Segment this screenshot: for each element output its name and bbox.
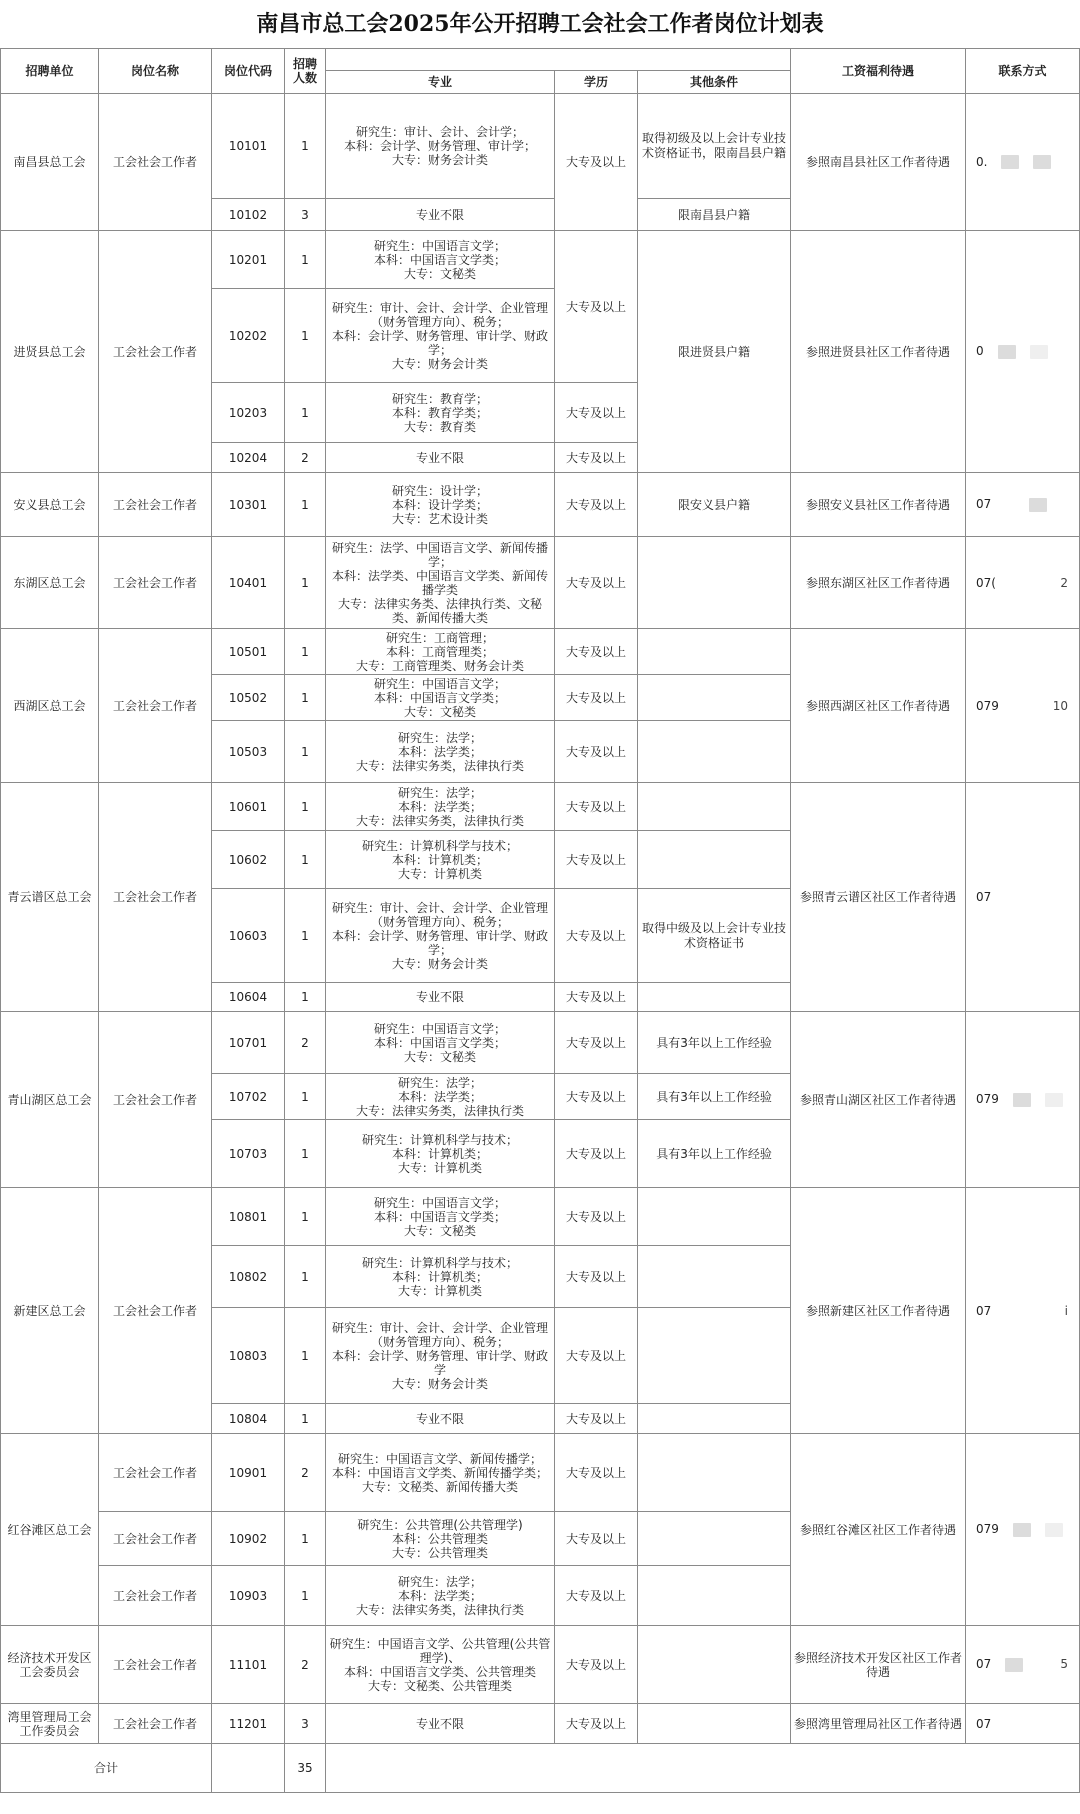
redacted-mark bbox=[1033, 155, 1051, 169]
major-cell: 研究生：公共管理(公共管理学) 本科：公共管理类 大专：公共管理类 bbox=[326, 1512, 555, 1566]
major-cell: 研究生：审计、会计、会计学、企业管理（财务管理方向）、税务； 本科：会计学、财务管理、审计学、财政学； 大专：财务会计类 bbox=[326, 889, 555, 983]
major-cell: 研究生：中国语言文学； 本科：中国语言文学类； 大专：文秘类 bbox=[326, 675, 555, 721]
edu-cell: 大专及以上 bbox=[555, 721, 638, 783]
other-cell: 具有3年以上工作经验 bbox=[638, 1120, 791, 1188]
edu-cell: 大专及以上 bbox=[555, 831, 638, 889]
redacted-mark bbox=[998, 345, 1016, 359]
contact-text: 079 bbox=[976, 1522, 999, 1537]
edu-cell: 大专及以上 bbox=[555, 629, 638, 675]
contact-text: 07 bbox=[976, 890, 992, 904]
count-cell: 1 bbox=[285, 983, 326, 1012]
total-empty bbox=[212, 1744, 285, 1793]
contact-cell bbox=[966, 537, 1080, 629]
redacted-mark bbox=[1045, 1093, 1063, 1107]
edu-cell: 大专及以上 bbox=[555, 983, 638, 1012]
unit-cell: 西湖区总工会 bbox=[1, 629, 99, 783]
post-code-cell: 10702 bbox=[212, 1074, 285, 1120]
other-cell: 取得中级及以上会计专业技术资格证书 bbox=[638, 889, 791, 983]
post-code-cell: 10501 bbox=[212, 629, 285, 675]
other-cell bbox=[638, 1626, 791, 1704]
count-cell: 3 bbox=[285, 1704, 326, 1744]
edu-cell: 大专及以上 bbox=[555, 1704, 638, 1744]
major-cell: 专业不限 bbox=[326, 443, 555, 473]
header-post-name: 岗位名称 bbox=[99, 49, 212, 94]
post-name-cell: 工会社会工作者 bbox=[99, 94, 212, 231]
contact-text: 07 bbox=[976, 1716, 992, 1731]
count-cell: 1 bbox=[285, 889, 326, 983]
redacted-mark bbox=[1013, 1523, 1031, 1537]
contact-text: 07( bbox=[976, 575, 996, 590]
unit-cell: 新建区总工会 bbox=[1, 1188, 99, 1434]
contact-text-tail: 2 bbox=[1060, 575, 1069, 590]
contact-text-tail: i bbox=[1064, 1303, 1069, 1318]
post-code-cell: 11101 bbox=[212, 1626, 285, 1704]
header-row bbox=[1, 49, 1080, 71]
redacted-mark bbox=[1045, 1523, 1063, 1537]
salary-cell: 参照经济技术开发区社区工作者待遇 bbox=[791, 1626, 966, 1704]
edu-cell: 大专及以上 bbox=[555, 889, 638, 983]
count-cell: 1 bbox=[285, 94, 326, 199]
major-cell: 研究生：中国语言文学、公共管理(公共管理学)、 本科：中国语言文学类、公共管理类 大专：文秘类、公共管理类 bbox=[326, 1626, 555, 1704]
count-cell: 1 bbox=[285, 1120, 326, 1188]
post-name-cell: 工会社会工作者 bbox=[99, 473, 212, 537]
unit-cell: 安义县总工会 bbox=[1, 473, 99, 537]
edu-cell: 大专及以上 bbox=[555, 537, 638, 629]
table-row bbox=[1, 231, 1080, 289]
post-name-cell: 工会社会工作者 bbox=[99, 1188, 212, 1434]
major-cell: 研究生：教育学； 本科：教育学类； 大专：教育类 bbox=[326, 383, 555, 443]
unit-cell: 青云谱区总工会 bbox=[1, 783, 99, 1012]
unit-cell: 东湖区总工会 bbox=[1, 537, 99, 629]
salary-cell: 参照湾里管理局社区工作者待遇 bbox=[791, 1704, 966, 1744]
edu-cell: 大专及以上 bbox=[555, 675, 638, 721]
post-code-cell: 10102 bbox=[212, 199, 285, 231]
post-name-cell: 工会社会工作者 bbox=[99, 1704, 212, 1744]
edu-cell: 大专及以上 bbox=[555, 473, 638, 537]
post-code-cell: 10902 bbox=[212, 1512, 285, 1566]
contact-cell bbox=[966, 1434, 1080, 1626]
post-code-cell: 10602 bbox=[212, 831, 285, 889]
major-cell: 研究生：法学； 本科：法学类； 大专：法律实务类，法律执行类 bbox=[326, 1074, 555, 1120]
unit-cell: 青山湖区总工会 bbox=[1, 1012, 99, 1188]
total-row bbox=[1, 1744, 1080, 1793]
header-salary: 工资福利待遇 bbox=[791, 49, 966, 94]
count-cell: 2 bbox=[285, 443, 326, 473]
count-cell: 1 bbox=[285, 1308, 326, 1404]
major-cell: 专业不限 bbox=[326, 1704, 555, 1744]
contact-cell bbox=[966, 1012, 1080, 1188]
other-cell bbox=[638, 831, 791, 889]
header-other: 其他条件 bbox=[638, 71, 791, 94]
count-cell: 1 bbox=[285, 1188, 326, 1246]
other-cell: 限安义县户籍 bbox=[638, 473, 791, 537]
redacted-mark bbox=[1005, 1658, 1023, 1672]
other-cell bbox=[638, 675, 791, 721]
contact-text-tail: 10 bbox=[1052, 698, 1069, 713]
header-edu: 学历 bbox=[555, 71, 638, 94]
contact-cell bbox=[966, 629, 1080, 783]
salary-cell: 参照青云谱区社区工作者待遇 bbox=[791, 783, 966, 1012]
contact-cell bbox=[966, 231, 1080, 473]
post-code-cell: 10203 bbox=[212, 383, 285, 443]
other-cell bbox=[638, 1566, 791, 1626]
post-code-cell: 10901 bbox=[212, 1434, 285, 1512]
unit-cell: 南昌县总工会 bbox=[1, 94, 99, 231]
count-cell: 2 bbox=[285, 1012, 326, 1074]
count-cell: 1 bbox=[285, 721, 326, 783]
edu-cell: 大专及以上 bbox=[555, 1308, 638, 1404]
salary-cell: 参照新建区社区工作者待遇 bbox=[791, 1188, 966, 1434]
contact-text: 0 bbox=[976, 344, 984, 359]
total-blank bbox=[326, 1744, 1080, 1793]
other-cell bbox=[638, 1434, 791, 1512]
post-code-cell: 10903 bbox=[212, 1566, 285, 1626]
table-row bbox=[1, 1434, 1080, 1512]
total-value: 35 bbox=[285, 1744, 326, 1793]
major-cell: 研究生：中国语言文学； 本科：中国语言文学类； 大专：文秘类 bbox=[326, 231, 555, 289]
contact-text-tail: 5 bbox=[1060, 1657, 1069, 1672]
post-name-cell: 工会社会工作者 bbox=[99, 1434, 212, 1512]
edu-cell: 大专及以上 bbox=[555, 1512, 638, 1566]
major-cell: 研究生：计算机科学与技术； 本科：计算机类； 大专：计算机类 bbox=[326, 1246, 555, 1308]
post-name-cell: 工会社会工作者 bbox=[99, 231, 212, 473]
contact-cell bbox=[966, 1704, 1080, 1744]
header-count: 招聘 人数 bbox=[285, 49, 326, 94]
salary-cell: 参照青山湖区社区工作者待遇 bbox=[791, 1012, 966, 1188]
count-cell: 1 bbox=[285, 1566, 326, 1626]
count-cell: 1 bbox=[285, 1404, 326, 1434]
post-name-cell: 工会社会工作者 bbox=[99, 783, 212, 1012]
other-cell bbox=[638, 1188, 791, 1246]
salary-cell: 参照东湖区社区工作者待遇 bbox=[791, 537, 966, 629]
post-code-cell: 10101 bbox=[212, 94, 285, 199]
post-code-cell: 10502 bbox=[212, 675, 285, 721]
count-cell: 2 bbox=[285, 1626, 326, 1704]
count-cell: 1 bbox=[285, 289, 326, 383]
major-cell: 研究生：中国语言文学； 本科：中国语言文学类； 大专：文秘类 bbox=[326, 1188, 555, 1246]
post-code-cell: 10401 bbox=[212, 537, 285, 629]
major-cell: 专业不限 bbox=[326, 199, 555, 231]
major-cell: 研究生：工商管理； 本科：工商管理类； 大专：工商管理类、财务会计类 bbox=[326, 629, 555, 675]
other-cell: 具有3年以上工作经验 bbox=[638, 1074, 791, 1120]
unit-cell: 经济技术开发区工会委员会 bbox=[1, 1626, 99, 1704]
major-cell: 研究生：审计、会计、会计学、企业管理（财务管理方向）、税务； 本科：会计学、财务管理、审计学、财政学； 大专：财务会计类 bbox=[326, 289, 555, 383]
major-cell: 研究生：设计学； 本科：设计学类； 大专：艺术设计类 bbox=[326, 473, 555, 537]
count-cell: 1 bbox=[285, 675, 326, 721]
unit-cell: 湾里管理局工会工作委员会 bbox=[1, 1704, 99, 1744]
post-code-cell: 10703 bbox=[212, 1120, 285, 1188]
header-major: 专业 bbox=[326, 71, 555, 94]
table-row bbox=[1, 1626, 1080, 1704]
edu-cell: 大专及以上 bbox=[555, 231, 638, 383]
post-code-cell: 10202 bbox=[212, 289, 285, 383]
other-cell bbox=[638, 1246, 791, 1308]
redacted-mark bbox=[1013, 1093, 1031, 1107]
major-cell: 研究生：法学； 本科：法学类； 大专：法律实务类，法律执行类 bbox=[326, 721, 555, 783]
major-cell: 研究生：计算机科学与技术； 本科：计算机类； 大专：计算机类 bbox=[326, 1120, 555, 1188]
edu-cell: 大专及以上 bbox=[555, 1566, 638, 1626]
other-cell bbox=[638, 1308, 791, 1404]
edu-cell: 大专及以上 bbox=[555, 383, 638, 443]
major-cell: 研究生：法学、中国语言文学、新闻传播学； 本科：法学类、中国语言文学类、新闻传播学类 大专：法律实务类、法律执行类、文秘类、新闻传播大类 bbox=[326, 537, 555, 629]
other-cell bbox=[638, 1512, 791, 1566]
count-cell: 1 bbox=[285, 629, 326, 675]
salary-cell: 参照红谷滩区社区工作者待遇 bbox=[791, 1434, 966, 1626]
page-title: 南昌市总工会2025年公开招聘工会社会工作者岗位计划表 bbox=[256, 11, 824, 37]
table-row bbox=[1, 783, 1080, 831]
other-cell bbox=[638, 721, 791, 783]
count-cell: 1 bbox=[285, 1512, 326, 1566]
salary-cell: 参照西湖区社区工作者待遇 bbox=[791, 629, 966, 783]
total-label: 合计 bbox=[1, 1744, 212, 1793]
other-cell bbox=[638, 1404, 791, 1434]
major-cell: 研究生：法学； 本科：法学类； 大专：法律实务类，法律执行类 bbox=[326, 1566, 555, 1626]
table-row bbox=[1, 629, 1080, 675]
salary-cell: 参照南昌县社区工作者待遇 bbox=[791, 94, 966, 231]
edu-cell: 大专及以上 bbox=[555, 443, 638, 473]
post-name-cell: 工会社会工作者 bbox=[99, 537, 212, 629]
header-conditions-top bbox=[326, 49, 791, 71]
contact-text: 0. bbox=[976, 154, 988, 169]
post-name-cell: 工会社会工作者 bbox=[99, 1012, 212, 1188]
header-unit: 招聘单位 bbox=[1, 49, 99, 94]
other-cell bbox=[638, 537, 791, 629]
post-code-cell: 10601 bbox=[212, 783, 285, 831]
count-cell: 1 bbox=[285, 537, 326, 629]
post-code-cell: 10301 bbox=[212, 473, 285, 537]
redacted-mark bbox=[1001, 155, 1019, 169]
other-cell bbox=[638, 983, 791, 1012]
count-cell: 1 bbox=[285, 831, 326, 889]
edu-cell: 大专及以上 bbox=[555, 1626, 638, 1704]
contact-text: 079 bbox=[976, 1092, 999, 1107]
edu-cell: 大专及以上 bbox=[555, 1246, 638, 1308]
table-row bbox=[1, 1188, 1080, 1246]
contact-cell bbox=[966, 1626, 1080, 1704]
contact-text: 07 bbox=[976, 497, 992, 512]
header-post-code: 岗位代码 bbox=[212, 49, 285, 94]
major-cell: 研究生：中国语言文学、新闻传播学； 本科：中国语言文学类、新闻传播学类； 大专：文秘类、新闻传播大类 bbox=[326, 1434, 555, 1512]
edu-cell: 大专及以上 bbox=[555, 1012, 638, 1074]
post-code-cell: 10801 bbox=[212, 1188, 285, 1246]
contact-text: 07 bbox=[976, 1303, 992, 1318]
other-cell: 限进贤县户籍 bbox=[638, 231, 791, 473]
edu-cell: 大专及以上 bbox=[555, 1074, 638, 1120]
recruitment-table bbox=[0, 48, 1080, 1793]
count-cell: 3 bbox=[285, 199, 326, 231]
edu-cell: 大专及以上 bbox=[555, 94, 638, 231]
post-code-cell: 10201 bbox=[212, 231, 285, 289]
major-cell: 研究生：审计、会计、会计学； 本科：会计学、财务管理、审计学； 大专：财务会计类 bbox=[326, 94, 555, 199]
table-row bbox=[1, 94, 1080, 199]
edu-cell: 大专及以上 bbox=[555, 1120, 638, 1188]
post-code-cell: 10204 bbox=[212, 443, 285, 473]
contact-cell bbox=[966, 1188, 1080, 1434]
redacted-mark bbox=[1029, 498, 1047, 512]
post-code-cell: 10503 bbox=[212, 721, 285, 783]
edu-cell: 大专及以上 bbox=[555, 783, 638, 831]
post-name-cell: 工会社会工作者 bbox=[99, 1626, 212, 1704]
unit-cell: 红谷滩区总工会 bbox=[1, 1434, 99, 1626]
other-cell bbox=[638, 1704, 791, 1744]
major-cell: 研究生：审计、会计、会计学、企业管理（财务管理方向）、税务； 本科：会计学、财务管理、审计学、财政学 大专：财务会计类 bbox=[326, 1308, 555, 1404]
post-code-cell: 10802 bbox=[212, 1246, 285, 1308]
post-name-cell: 工会社会工作者 bbox=[99, 1566, 212, 1626]
contact-cell bbox=[966, 473, 1080, 537]
post-name-cell: 工会社会工作者 bbox=[99, 1512, 212, 1566]
count-cell: 1 bbox=[285, 383, 326, 443]
contact-cell bbox=[966, 94, 1080, 231]
count-cell: 1 bbox=[285, 473, 326, 537]
table-row bbox=[1, 1012, 1080, 1074]
table-row bbox=[1, 1704, 1080, 1744]
major-cell: 研究生：法学； 本科：法学类； 大专：法律实务类，法律执行类 bbox=[326, 783, 555, 831]
header-contact: 联系方式 bbox=[966, 49, 1080, 94]
edu-cell: 大专及以上 bbox=[555, 1434, 638, 1512]
other-cell bbox=[638, 783, 791, 831]
post-code-cell: 10803 bbox=[212, 1308, 285, 1404]
other-cell bbox=[638, 629, 791, 675]
post-code-cell: 11201 bbox=[212, 1704, 285, 1744]
post-code-cell: 10804 bbox=[212, 1404, 285, 1434]
count-cell: 1 bbox=[285, 231, 326, 289]
contact-cell bbox=[966, 783, 1080, 1012]
edu-cell: 大专及以上 bbox=[555, 1404, 638, 1434]
other-cell: 取得初级及以上会计专业技术资格证书，限南昌县户籍 bbox=[638, 94, 791, 199]
unit-cell: 进贤县总工会 bbox=[1, 231, 99, 473]
table-row bbox=[1, 473, 1080, 537]
contact-text: 07 bbox=[976, 1657, 992, 1672]
post-code-cell: 10701 bbox=[212, 1012, 285, 1074]
redacted-mark bbox=[1030, 345, 1048, 359]
table-row bbox=[1, 537, 1080, 629]
contact-text: 079 bbox=[976, 698, 999, 713]
count-cell: 1 bbox=[285, 1074, 326, 1120]
post-code-cell: 10603 bbox=[212, 889, 285, 983]
salary-cell: 参照安义县社区工作者待遇 bbox=[791, 473, 966, 537]
major-cell: 研究生：中国语言文学； 本科：中国语言文学类； 大专：文秘类 bbox=[326, 1012, 555, 1074]
count-cell: 1 bbox=[285, 1246, 326, 1308]
post-name-cell: 工会社会工作者 bbox=[99, 629, 212, 783]
salary-cell: 参照进贤县社区工作者待遇 bbox=[791, 231, 966, 473]
other-cell: 限南昌县户籍 bbox=[638, 199, 791, 231]
major-cell: 专业不限 bbox=[326, 1404, 555, 1434]
major-cell: 研究生：计算机科学与技术； 本科：计算机类； 大专：计算机类 bbox=[326, 831, 555, 889]
other-cell: 具有3年以上工作经验 bbox=[638, 1012, 791, 1074]
edu-cell: 大专及以上 bbox=[555, 1188, 638, 1246]
count-cell: 2 bbox=[285, 1434, 326, 1512]
major-cell: 专业不限 bbox=[326, 983, 555, 1012]
post-code-cell: 10604 bbox=[212, 983, 285, 1012]
count-cell: 1 bbox=[285, 783, 326, 831]
